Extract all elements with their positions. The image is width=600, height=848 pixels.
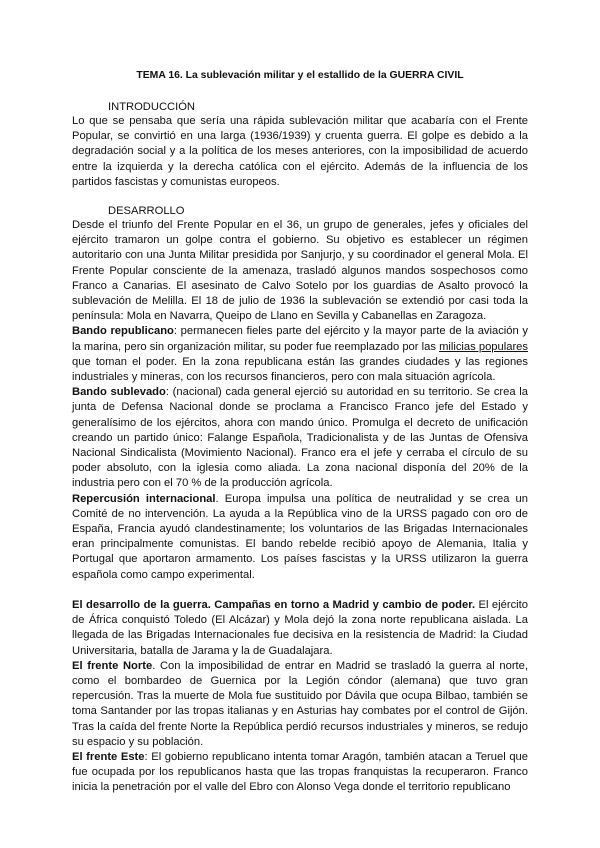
repercusion-paragraph [72, 492, 528, 583]
frente-norte-label: El frente Norte [72, 659, 153, 672]
repercusion-text: . Europa impulsa una política de neutralidad y se crea un Comité de no intervención. La ayuda a la República vino de la URSS pagado con oro de España, Francia ayudó clandestinamente; los voluntarios de las Brigadas Internacionales eran principalmente comunistas. El bando rebelde recibió apoyo de Alemania, Italia y Portugal que aportaron armamento. Los países fascistas y la URSS utilizaron la guerra española como campo experimental. [72, 492, 528, 581]
bando-republicano-text-a: : permanecen fieles parte del ejército y la mayor parte de la aviación y la marina, pero sin organización militar, su poder fue reemplazado por las [72, 325, 528, 353]
frente-este-label: El frente Este [72, 750, 145, 763]
bando-sublevado-label: Bando sublevado [72, 386, 166, 399]
intro-paragraph: Lo que se pensaba que sería una rápida sublevación militar que acabaría con el Frente Popular, se convirtió en una larga (1936/1939) y cruenta guerra. El golpe es debido a la degradación social y a la política de los meses anteriores, con la imposibilidad de acuerdo entre la izquierda y la derecha católica con el ejército. Además de la influencia de los partidos fascistas y comunistas europeos. [72, 115, 528, 188]
frente-este-paragraph [72, 750, 528, 796]
frente-norte-text: . Con la imposibilidad de entrar en Madrid se trasladó la guerra al norte, como el bombardeo de Guernica por la Legión cóndor (alemana) que tuvo gran repercusión. Tras la muerte de Mola fue sustituido por Dávila que ocupa Bilbao, también se toma Santander por las tropas italianas y en Asturias hay combates por el control de Gijón. Tras la caída del frente Norte la República perdió recursos industriales y mineros, se redujo su espacio y su población. [72, 659, 528, 748]
guerra-madrid-text: El ejército de África conquistó Toledo (El Alcázar) y Mola dejó la zona norte republicana aislada. La llegada de las Brigadas Internacionales fue decisiva en la resistencia de Madrid: la Ciudad Universitaria, batalla de Jarama y la de Guadalajara. [72, 598, 528, 657]
milicias-populares-underlined: milicias populares [439, 340, 528, 353]
guerra-madrid-paragraph [72, 598, 528, 659]
guerra-madrid-label: El desarrollo de la guerra. Campañas en torno a Madrid y cambio de poder. [72, 598, 476, 611]
desarrollo-paragraph: Desde el triunfo del Frente Popular en el 36, un grupo de generales, jefes y oficiales del ejército tramaron un golpe contra el gobierno. Su objetivo es establecer un régimen autoritario con una Junta Militar presidida por Sanjurjo, y su coordinador el general Mola. El Frente Popular consciente de la amenaza, trasladó algunos mandos sospechosos como Franco a Canarias. El asesinato de Calvo Sotelo por los guardias de Asalto provocó la sublevación de Melilla. El 18 de julio de 1936 la sublevación se extendió por casi toda la península: Mola en Navarra, Queipo de Llano en Sevilla y Cabanellas en Zaragoza. [72, 219, 528, 323]
bando-sublevado-paragraph [72, 385, 528, 491]
intro-heading: INTRODUCCIÓN [108, 101, 196, 113]
repercusion-label: Repercusión internacional [72, 492, 216, 505]
frente-norte-paragraph [72, 659, 528, 750]
frente-este-text: : El gobierno republicano intenta tomar Aragón, también atacan a Teruel que fue ocupada por los republicanos hasta que las tropas franquistas la recuperaron. Franco inicia la penetración por el valle del Ebro con Alonso Vega donde el territorio republicano [72, 750, 528, 794]
bando-republicano-text-b: que toman el poder. En la zona republicana están las grandes ciudades y las regiones industriales y mineras, con los recursos financieros, pero con mala situación agrícola. [72, 355, 528, 384]
bando-republicano-paragraph [72, 324, 528, 385]
bando-republicano-label: Bando republicano [72, 325, 174, 338]
bando-sublevado-text: : (nacional) cada general ejerció su autoridad en su territorio. Se crea la junta de Defensa Nacional donde se proclama a Francisco Franco jefe del Estado y generalísimo de los ejércitos, ahora con mando único. Promulga el decreto de unificación creando un partido único: Falange Española, Tradicionalista y de las Juntas de Ofensiva Nacional Sindicalista (Movimiento Nacional). Franco era el jefe y cerraba el círculo de su poder absoluto, con la iglesia como aliada. La zona nacional disponía del 20% de la industria pero con el 70 % de la producción agrícola. [72, 386, 528, 490]
document-title: TEMA 16. La sublevación militar y el estallido de la GUERRA CIVIL [136, 70, 464, 81]
desarrollo-heading: DESARROLLO [108, 205, 185, 218]
